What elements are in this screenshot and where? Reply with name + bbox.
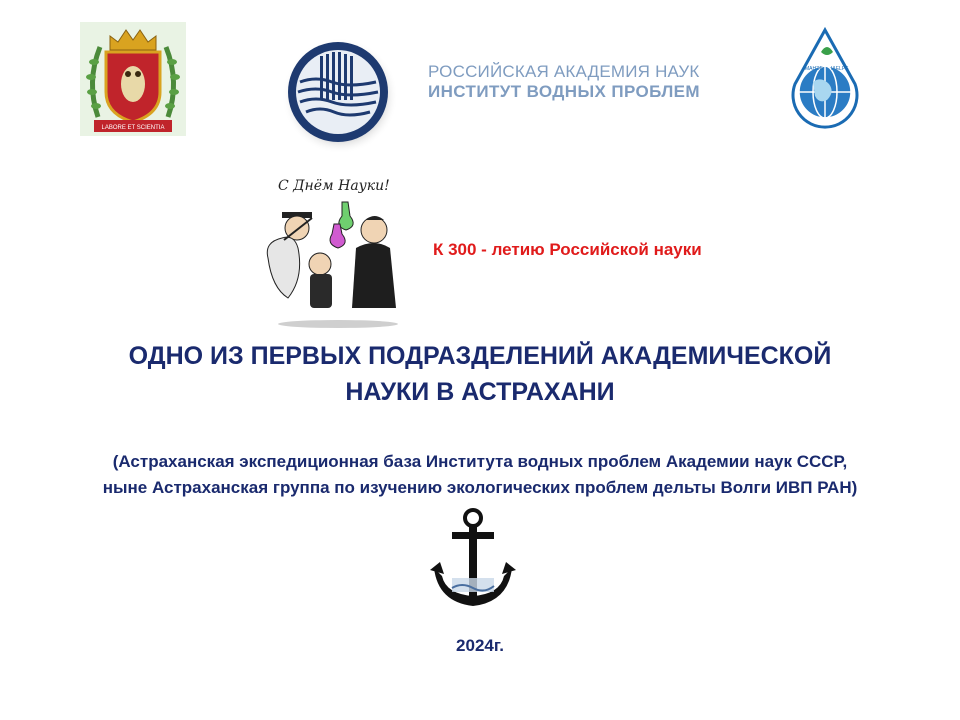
scientists-cartoon: [258, 168, 418, 334]
title-line2: НАУКИ В АСТРАХАНИ: [345, 378, 615, 406]
title-line1: ОДНО ИЗ ПЕРВЫХ ПОДРАЗДЕЛЕНИЙ АКАДЕМИЧЕСКОЙ: [128, 342, 832, 370]
drop-label-right: IAELPS: [831, 66, 849, 72]
org-name-line2: ИНСТИТУТ ВОДНЫХ ПРОБЛЕМ: [428, 82, 700, 101]
cartoon-caption: С Днём Науки!: [278, 178, 390, 194]
subtitle: [0, 449, 960, 501]
org-name-line1: РОССИЙСКАЯ АКАДЕМИЯ НАУК: [428, 62, 700, 81]
water-drop-logo: [785, 26, 865, 134]
year-label: 2024г.: [456, 636, 504, 655]
organization-name: [428, 62, 728, 102]
subtitle-line2: ныне Астраханская группа по изучению экологических проблем дельты Волги ИВП РАН): [102, 478, 858, 497]
main-title: [0, 338, 960, 410]
crest-logo: [80, 22, 186, 136]
ivp-logo: [276, 36, 406, 156]
drop-label-left: МАНЭБ: [805, 66, 823, 72]
crest-motto: LABORE ET SCIENTIA: [101, 125, 165, 131]
anniversary-caption: К 300 - летию Российской науки: [433, 240, 702, 259]
subtitle-line1: (Астраханская экспедиционная база Института водных проблем Академии наук СССР,: [112, 452, 848, 471]
anchor-icon: [428, 506, 518, 618]
